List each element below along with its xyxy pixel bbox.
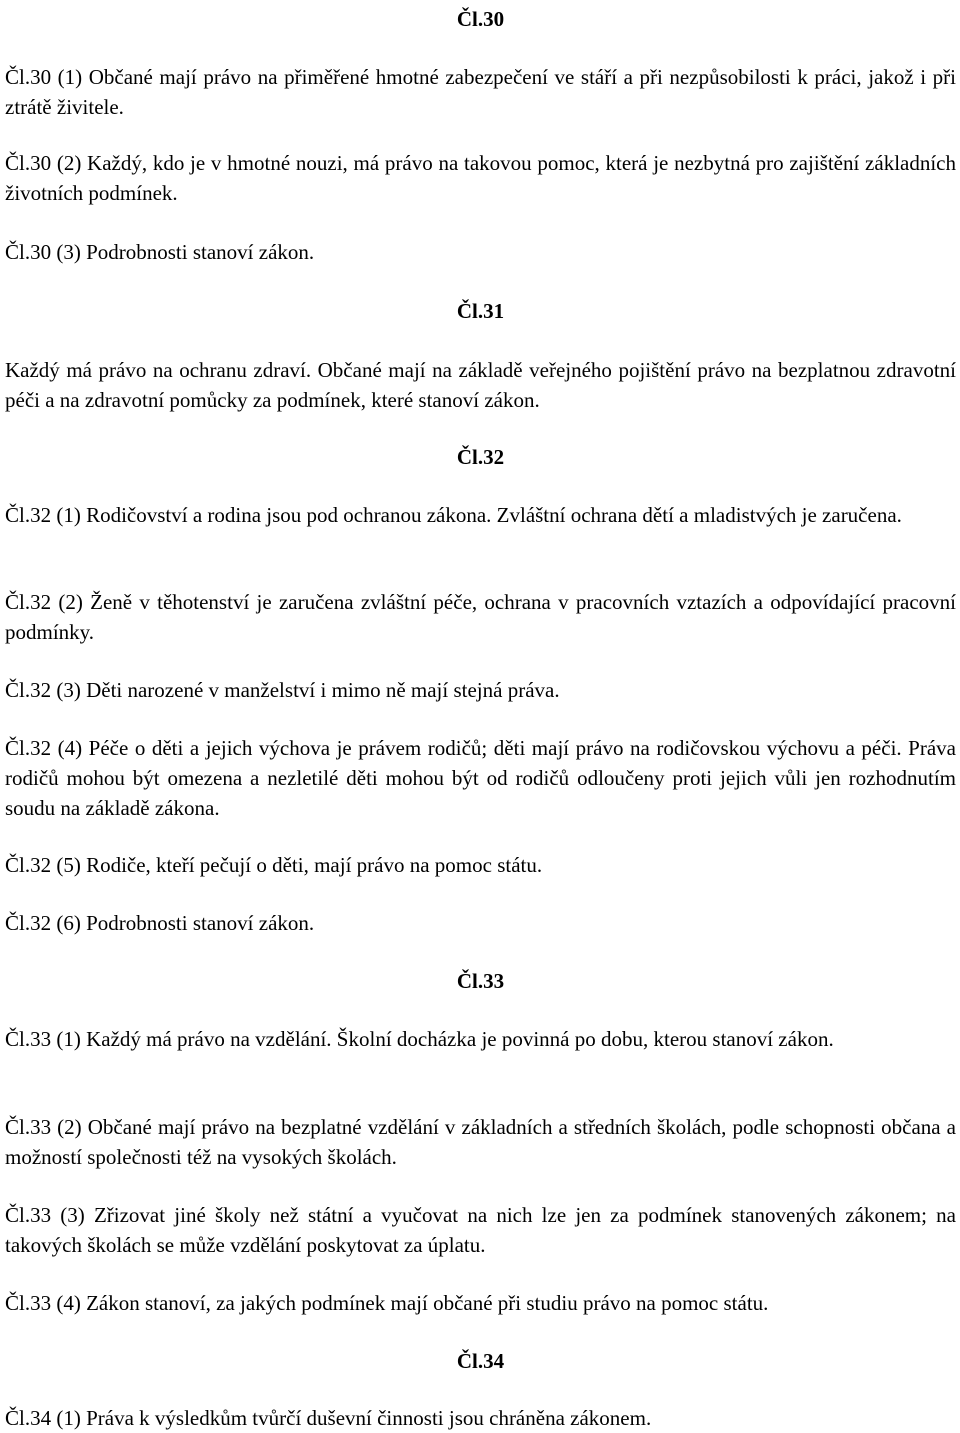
paragraph-cl33-3: Čl.33 (3) Zřizovat jiné školy než státní a vyučovat na nich lze jen za podmínek stanovených zákonem; na takových školách se může vzdělání poskytovat za úplatu.: [5, 1203, 956, 1257]
article-heading-32: Čl.32: [456, 445, 505, 469]
paragraph-cl32-6: Čl.32 (6) Podrobnosti stanoví zákon.: [5, 911, 315, 935]
paragraph-cl33-2: Čl.33 (2) Občané mají právo na bezplatné vzdělání v základních a středních školách, podle schopnosti občana a možností společnosti též na vysokých školách.: [5, 1115, 956, 1169]
paragraph-cl33-1: Čl.33 (1) Každý má právo na vzdělání. Školní docházka je povinná po dobu, kterou stanoví zákon.: [5, 1027, 834, 1051]
paragraph-cl30-1: Čl.30 (1) Občané mají právo na přiměřené hmotné zabezpečení ve stáří a při nezpůsobilosti k práci, jakož i při ztrátě živitele.: [5, 65, 956, 119]
paragraph-cl31: Každý má právo na ochranu zdraví. Občané mají na základě veřejného pojištění právo na bezplatnou zdravotní péči a na zdravotní pomůcky za podmínek, které stanoví zákon.: [5, 358, 956, 412]
paragraph-cl32-5: Čl.32 (5) Rodiče, kteří pečují o děti, mají právo na pomoc státu.: [5, 853, 543, 877]
paragraph-cl33-4: Čl.33 (4) Zákon stanoví, za jakých podmínek mají občané při studiu právo na pomoc státu.: [5, 1291, 769, 1315]
article-heading-31: Čl.31: [456, 299, 505, 323]
paragraph-cl30-2: Čl.30 (2) Každý, kdo je v hmotné nouzi, má právo na takovou pomoc, která je nezbytná pro zajištění základních životních podmínek.: [5, 151, 956, 205]
article-heading-30: Čl.30: [456, 7, 505, 31]
paragraph-cl32-4: Čl.32 (4) Péče o děti a jejich výchova je právem rodičů; děti mají právo na rodičovskou výchovu a péči. Práva rodičů mohou být omezena a nezletilé děti mohou být od rodičů odloučeny proti jejich vůli jen rozhodnutím soudu na základě zákona.: [5, 736, 956, 820]
paragraph-cl30-3: Čl.30 (3) Podrobnosti stanoví zákon.: [5, 240, 315, 264]
paragraph-cl32-2: Čl.32 (2) Ženě v těhotenství je zaručena zvláštní péče, ochrana v pracovních vztazích a odpovídající pracovní podmínky.: [5, 590, 956, 644]
article-heading-33: Čl.33: [456, 969, 505, 993]
paragraph-cl32-3: Čl.32 (3) Děti narozené v manželství i mimo ně mají stejná práva.: [5, 678, 560, 702]
paragraph-cl32-1: Čl.32 (1) Rodičovství a rodina jsou pod ochranou zákona. Zvláštní ochrana dětí a mladistvých je zaručena.: [5, 503, 902, 527]
article-heading-34: Čl.34: [456, 1349, 505, 1373]
paragraph-cl34-1: Čl.34 (1) Práva k výsledkům tvůrčí duševní činnosti jsou chráněna zákonem.: [5, 1406, 652, 1430]
